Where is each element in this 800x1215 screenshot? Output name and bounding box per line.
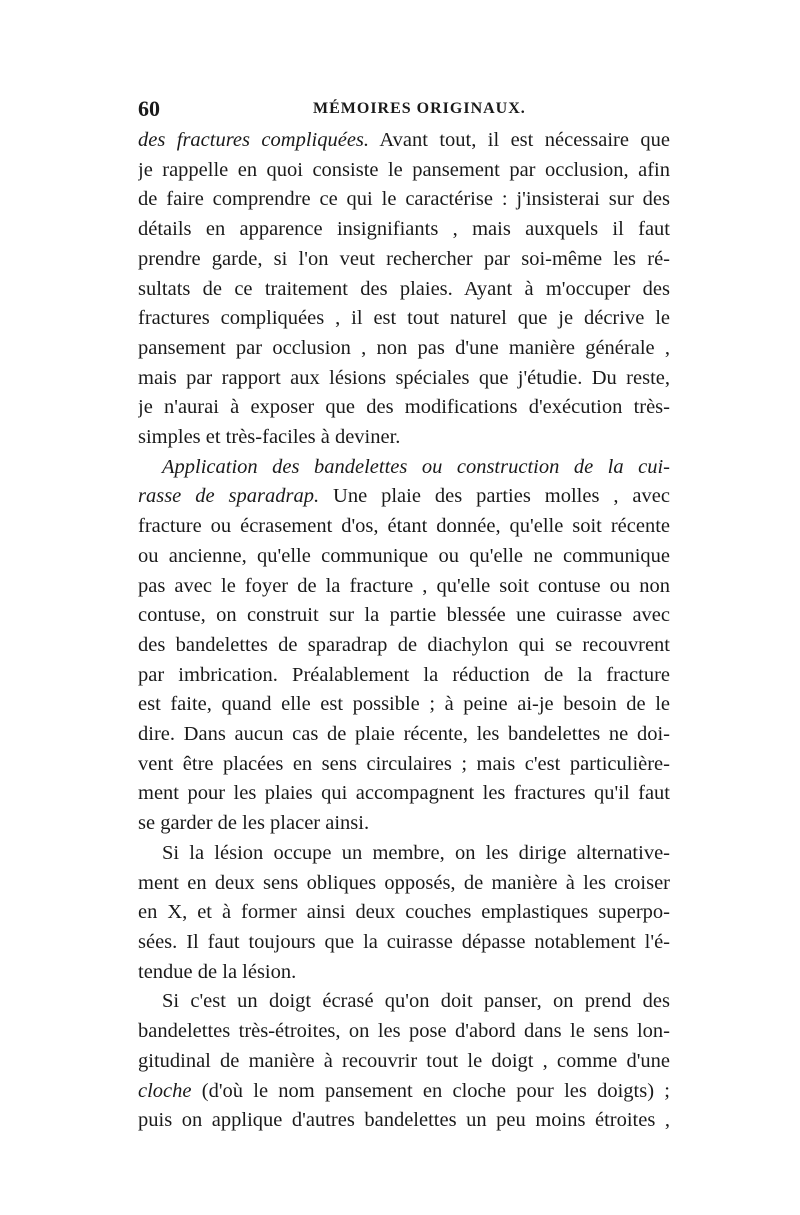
text-segment: Si c'est un doigt écrasé qu'on doit panser, on prend des	[162, 990, 670, 1013]
text-segment: Une plaie des parties molles , avec	[319, 485, 670, 508]
text-segment: se garder de les placer ainsi.	[138, 812, 370, 835]
italic-text: Application des bandelettes ou construction de la cui-	[162, 455, 670, 478]
text-segment: pas avec le foyer de la fracture , qu'elle soit contuse ou non	[138, 574, 670, 597]
text-line	[138, 275, 670, 305]
text-segment: par imbrication. Préalablement la réduction de la fracture	[138, 663, 670, 686]
text-segment: vent être placées en sens circulaires ; mais c'est particulière-	[138, 752, 670, 775]
text-segment: des bandelettes de sparadrap de diachylon qui se recouvrent	[138, 633, 670, 656]
text-segment: prendre garde, si l'on veut rechercher par soi-même les ré-	[138, 247, 670, 270]
text-segment: sultats de ce traitement des plaies. Ayant à m'occuper des	[138, 277, 670, 300]
text-line	[138, 1106, 670, 1136]
text-line	[138, 958, 670, 988]
text-line	[138, 809, 670, 839]
italic-text: cloche	[138, 1079, 192, 1102]
text-line	[138, 215, 670, 245]
text-segment: gitudinal de manière à recouvrir tout le doigt , comme d'une	[138, 1049, 670, 1072]
text-line	[138, 690, 670, 720]
text-segment: je rappelle en quoi consiste le pansement par occlusion, afin	[138, 158, 670, 181]
text-line	[138, 869, 670, 899]
text-line	[138, 304, 670, 334]
text-line	[138, 453, 670, 483]
text-line	[138, 928, 670, 958]
text-segment: fracture ou écrasement d'os, étant donnée, qu'elle soit récente	[138, 515, 670, 538]
text-line	[138, 185, 670, 215]
text-segment: détails en apparence insignifiants , mais auxquels il faut	[138, 218, 670, 241]
text-segment: est faite, quand elle est possible ; à peine ai-je besoin de le	[138, 693, 670, 716]
running-head: MÉMOIRES ORIGINAUX.	[313, 100, 526, 117]
text-line	[138, 542, 670, 572]
page-header	[138, 92, 670, 126]
text-line	[138, 631, 670, 661]
text-segment: dire. Dans aucun cas de plaie récente, les bandelettes ne doi-	[138, 723, 670, 746]
text-line	[138, 898, 670, 928]
text-segment: fractures compliquées , il est tout naturel que je décrive le	[138, 307, 670, 330]
page-number: 60	[138, 96, 160, 121]
text-line	[138, 334, 670, 364]
text-segment: pansement par occlusion , non pas d'une manière générale ,	[138, 336, 670, 359]
text-segment: ment pour les plaies qui accompagnent les fractures qu'il faut	[138, 782, 670, 805]
text-line	[138, 661, 670, 691]
text-segment: puis on applique d'autres bandelettes un peu moins étroites ,	[138, 1109, 670, 1132]
text-line	[138, 1017, 670, 1047]
text-line	[138, 512, 670, 542]
text-segment: Si la lésion occupe un membre, on les dirige alternative-	[162, 841, 670, 864]
text-line	[138, 423, 670, 453]
text-line	[138, 720, 670, 750]
text-segment: Avant tout, il est nécessaire que	[369, 129, 670, 151]
text-line	[138, 156, 670, 186]
text-segment: sées. Il faut toujours que la cuirasse dépasse notablement l'é-	[138, 930, 670, 953]
text-segment: de faire comprendre ce qui le caractérise : j'insisterai sur des	[138, 188, 670, 211]
text-line	[138, 572, 670, 602]
italic-text: des fractures compliquées.	[138, 129, 370, 151]
text-segment: tendue de la lésion.	[138, 960, 297, 983]
italic-text: rasse de sparadrap.	[138, 485, 320, 508]
text-segment: ou ancienne, qu'elle communique ou qu'elle ne communique	[138, 544, 670, 567]
text-line	[138, 364, 670, 394]
text-line	[138, 482, 670, 512]
body-text	[138, 126, 670, 1136]
text-line	[138, 987, 670, 1017]
text-line	[138, 839, 670, 869]
text-segment: ment en deux sens obliques opposés, de manière à les croiser	[138, 871, 670, 894]
book-page	[138, 92, 670, 1136]
text-line	[138, 393, 670, 423]
text-line	[138, 750, 670, 780]
text-segment: je n'aurai à exposer que des modifications d'exécution très-	[138, 396, 670, 419]
text-segment: bandelettes très-étroites, on les pose d'abord dans le sens lon-	[138, 1020, 670, 1043]
text-segment: mais par rapport aux lésions spéciales que j'étudie. Du reste,	[138, 366, 670, 389]
text-segment: en X, et à former ainsi deux couches emplastiques superpo-	[138, 901, 670, 924]
text-segment: simples et très-faciles à deviner.	[138, 426, 401, 449]
text-line	[138, 779, 670, 809]
text-line	[138, 126, 670, 156]
text-line	[138, 1077, 670, 1107]
text-line	[138, 601, 670, 631]
text-segment: contuse, on construit sur la partie blessée une cuirasse avec	[138, 604, 670, 627]
text-line	[138, 1047, 670, 1077]
text-segment: (d'où le nom pansement en cloche pour les doigts) ;	[191, 1079, 670, 1102]
text-line	[138, 245, 670, 275]
